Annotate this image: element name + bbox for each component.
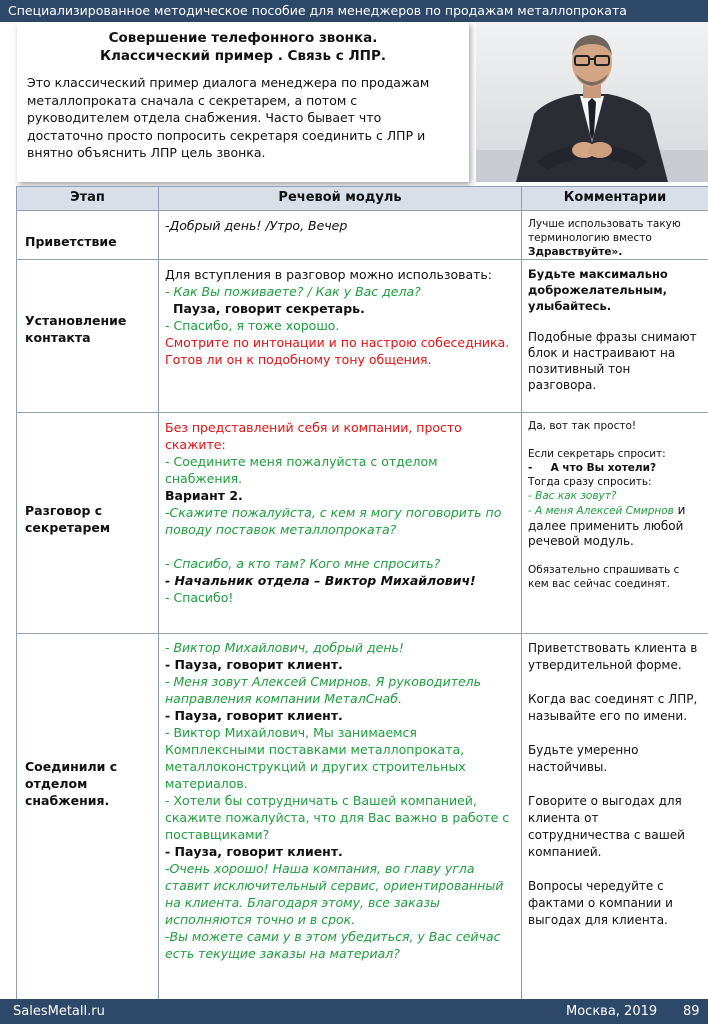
speech-line: - Спасибо, я тоже хорошо.: [165, 318, 340, 333]
speech-line: -Очень хорошо! Наша компания, во главу угла ставит исключительный сервис, ориентированный на клиента. Благодаря этому, все заказы исполняются точно и в срок.: [165, 861, 504, 927]
speech-line: - Соедините меня пожалуйста с отделом снабжения.: [165, 454, 438, 486]
speech-line: - Начальник отдела – Виктор Михайлович!: [165, 573, 476, 588]
comment-part: и далее применить любой речевой модуль.: [528, 503, 686, 548]
table-row: [17, 413, 708, 634]
speech-cell: [159, 634, 522, 1001]
intro-text: Это классический пример диалога менеджера по продажам металлопроката сначала с секретарем, а потом с руководителем отдела снабжения. Часто бывает что достаточно просто попросить секретаря соединить с ЛПР и внятно объяснить ЛПР цель звонка.: [27, 75, 430, 160]
speech-line: Вариант 2.: [165, 488, 243, 503]
comment-text: Когда вас соединят с ЛПР, называйте его по имени.: [528, 692, 698, 723]
speech-line: - Спасибо!: [165, 590, 234, 605]
intro-heading-line1: Совершение телефонного звонка.: [108, 30, 378, 46]
speech-cell: [159, 260, 522, 413]
speech-line: Смотрите по интонации и по настрою собеседника. Готов ли он к подобному тону общения.: [165, 335, 510, 367]
table-header-row: [17, 187, 708, 211]
businessman-illustration: [476, 22, 708, 182]
stage-cell: [17, 634, 159, 1001]
speech-line: - Хотели бы сотрудничать с Вашей компанией, скажите пожалуйста, что для Вас важно в работе с поставщиками?: [165, 793, 510, 842]
speech-line: -Скажите пожалуйста, с кем я могу поговорить по поводу поставок металлопроката?: [165, 505, 502, 537]
header-bar: [0, 0, 708, 22]
speech-line: Для вступления в разговор можно использовать:: [165, 267, 493, 282]
speech-line: Пауза, говорит секретарь.: [173, 301, 365, 316]
intro-heading: [17, 29, 469, 65]
speech-cell: [159, 413, 522, 634]
speech-line: -Добрый день! /Утро, Вечер: [165, 218, 348, 233]
speech-line: Без представлений себя и компании, просто скажите:: [165, 420, 462, 452]
comment-text: Обязательно спрашивать с кем вас сейчас соединят.: [528, 564, 680, 590]
speech-cell: [159, 211, 522, 260]
comment-text: Если секретарь спросит:: [528, 448, 666, 460]
table-row: [17, 260, 708, 413]
footer-site: SalesMetall.ru: [13, 1004, 105, 1019]
comment-cell: [522, 413, 708, 634]
comment-text: - А что Вы хотели?: [528, 462, 657, 474]
page-number: 89: [683, 1004, 700, 1019]
comment-cell: [522, 634, 708, 1001]
comment-text: Подобные фразы снимают блок и настраивают на позитивный тон разговора.: [528, 330, 697, 392]
speech-line: - Меня зовут Алексей Смирнов. Я руководитель направления компании МеталСнаб.: [165, 674, 482, 706]
comment-cell: [522, 260, 708, 413]
intro-heading-line2: Классический пример . Связь с ЛПР.: [100, 48, 386, 64]
comment-text: Будьте умеренно настойчивы.: [528, 743, 639, 774]
stage-cell: [17, 413, 159, 634]
comment-text: - Вас как зовут?: [528, 490, 617, 502]
comment-text: [528, 217, 702, 259]
speech-line: - Виктор Михайлович, добрый день!: [165, 640, 404, 655]
businessman-photo: [476, 22, 708, 182]
speech-line: - Пауза, говорит клиент.: [165, 708, 343, 723]
table-row: [17, 211, 708, 260]
stage-cell: [17, 260, 159, 413]
comment-text: Будьте максимально доброжелательным, улыбайтесь.: [528, 267, 668, 313]
stage-cell: [17, 211, 159, 260]
comment-text: [528, 503, 702, 549]
comment-part-bold: Здравствуйте».: [528, 246, 623, 258]
comment-part: Лучше использовать такую терминологию вместо: [528, 218, 681, 244]
speech-line: - Виктор Михайлович, Мы занимаемся Комплексными поставками металлопроката, металлоконструкций и других строительных материалов.: [165, 725, 466, 791]
comment-cell: [522, 211, 708, 260]
footer-bar: [0, 999, 708, 1024]
speech-line: -Вы можете сами у в этом убедиться, у Вас сейчас есть текущие заказы на материал?: [165, 929, 501, 961]
stage-label: Соединили с отделом снабжения.: [25, 759, 118, 808]
stage-label: Приветствие: [25, 234, 117, 249]
speech-line: - Пауза, говорит клиент.: [165, 657, 343, 672]
comment-text: Говорите о выгодах для клиента от сотрудничества с вашей компанией.: [528, 794, 685, 859]
footer-city: Москва, 2019: [566, 1004, 658, 1019]
speech-line: - Пауза, говорит клиент.: [165, 844, 343, 859]
dialog-table: [16, 186, 708, 1001]
speech-line: - Как Вы поживаете? / Как у Вас дела?: [165, 284, 421, 299]
comment-text: Вопросы чередуйте с фактами о компании и выгодах для клиента.: [528, 879, 673, 927]
comment-part: - А меня Алексей Смирнов: [528, 505, 674, 517]
header-stage: Этап: [17, 187, 159, 211]
stage-label: Установление контакта: [25, 313, 127, 345]
stage-label: Разговор с секретарем: [25, 503, 111, 535]
header-speech: Речевой модуль: [159, 187, 522, 211]
comment-text: Да, вот так просто!: [528, 420, 637, 432]
table-row: [17, 634, 708, 1001]
comment-text: Приветствовать клиента в утвердительной форме.: [528, 641, 698, 672]
header-title: Специализированное методическое пособие для менеджеров по продажам металлопроката: [8, 3, 627, 18]
intro-box: [17, 22, 469, 182]
speech-line: - Спасибо, а кто там? Кого мне спросить?: [165, 556, 441, 571]
comment-text: Тогда сразу спросить:: [528, 476, 652, 488]
header-comment: Комментарии: [522, 187, 708, 211]
